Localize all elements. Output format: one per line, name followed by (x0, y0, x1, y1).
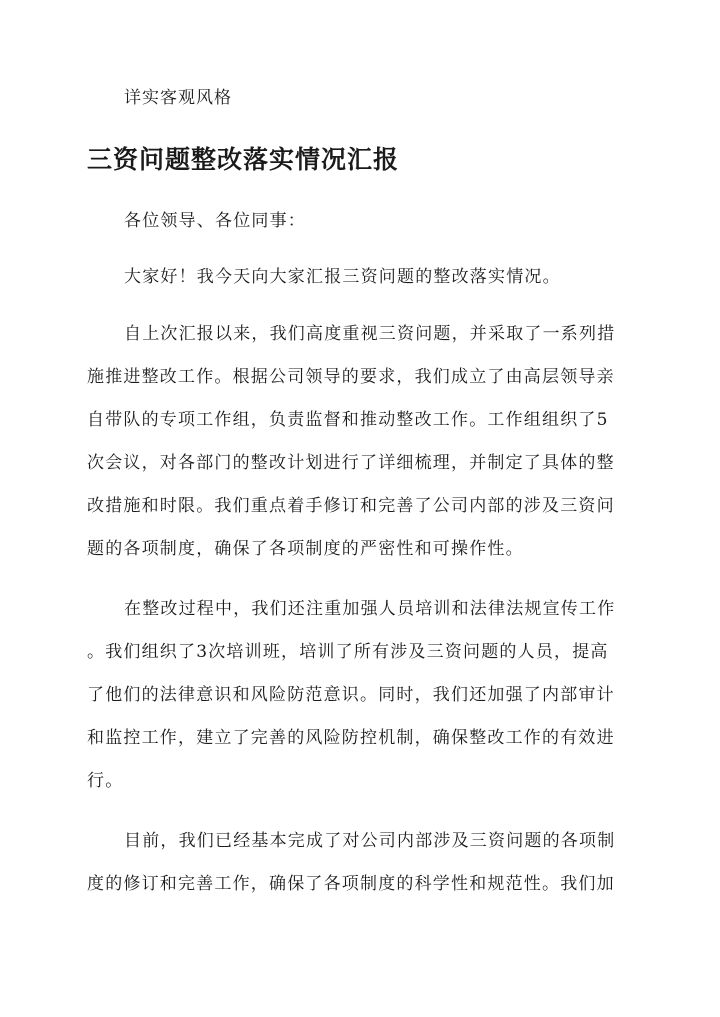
paragraph-line: 大家好！我今天向大家汇报三资问题的整改落实情况。 (124, 267, 561, 287)
paragraph-line: 自带队的专项工作组，负责监督和推动整改工作。工作组组织了5 (87, 410, 609, 430)
paragraph-line: 度的修订和完善工作，确保了各项制度的科学性和规范性。我们加 (87, 874, 615, 894)
paragraph-line: 行。 (87, 771, 124, 791)
paragraph-progress (87, 820, 647, 906)
paragraph-line: 次会议，对各部门的整改计划进行了详细梳理，并制定了具体的整 (87, 453, 615, 473)
style-note: 详实客观风格 (124, 88, 232, 108)
paragraph-greeting (87, 256, 647, 299)
paragraph-line: 题的各项制度，确保了各项制度的严密性和可操作性。 (87, 539, 524, 559)
paragraph-training (87, 588, 647, 803)
paragraph-line: 和监控工作，建立了完善的风险防控机制，确保整改工作的有效进 (87, 728, 615, 748)
paragraph-line: 。我们组织了3次培训班，培训了所有涉及三资问题的人员，提高 (87, 642, 609, 662)
paragraph-line: 改措施和时限。我们重点着手修订和完善了公司内部的涉及三资问 (87, 496, 615, 516)
paragraph-line: 了他们的法律意识和风险防范意识。同时，我们还加强了内部审计 (87, 685, 615, 705)
paragraph-line: 自上次汇报以来，我们高度重视三资问题，并采取了一系列措 (124, 324, 616, 344)
paragraph-line: 各位领导、各位同事： (124, 211, 306, 231)
paragraph-line: 在整改过程中，我们还注重加强人员培训和法律法规宣传工作 (124, 599, 616, 619)
paragraph-line: 目前，我们已经基本完成了对公司内部涉及三资问题的各项制 (124, 831, 616, 851)
paragraph-salutation (87, 200, 647, 243)
document-title: 三资问题整改落实情况汇报 (87, 145, 400, 174)
paragraph-line: 施推进整改工作。根据公司领导的要求，我们成立了由高层领导亲 (87, 367, 615, 387)
paragraph-measures (87, 313, 647, 571)
